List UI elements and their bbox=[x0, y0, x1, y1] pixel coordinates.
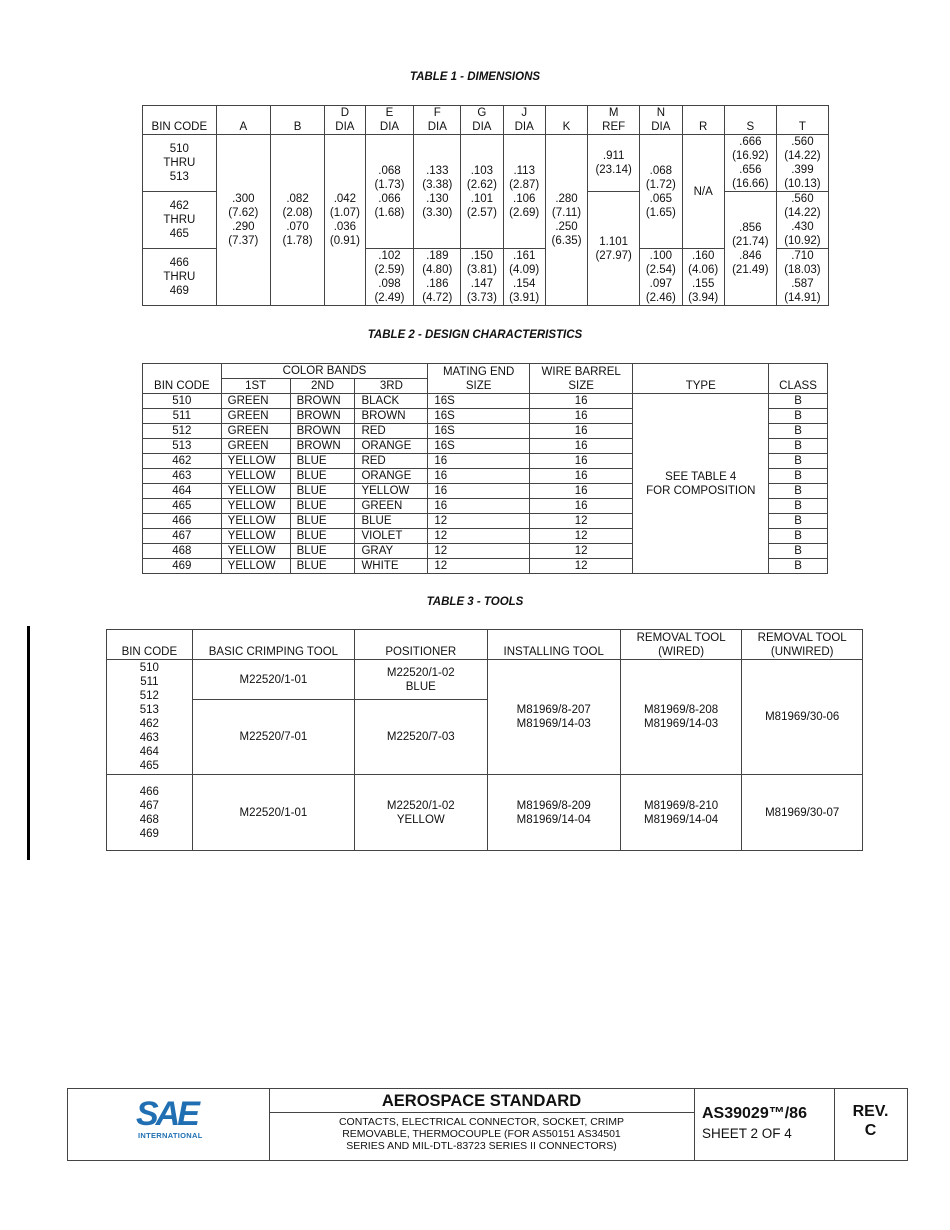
t3-header: BASIC CRIMPING TOOL bbox=[192, 630, 354, 660]
t1-d: .042 (1.07) .036 (0.91) bbox=[325, 135, 365, 306]
t2-mating-size: 12 bbox=[428, 544, 530, 559]
t2-band-2nd: BLUE bbox=[290, 514, 355, 529]
t2-band-2nd: BLUE bbox=[290, 469, 355, 484]
t2-header-mating: MATING END SIZE bbox=[428, 364, 530, 394]
t2-band-1st: GREEN bbox=[221, 424, 290, 439]
t2-bin-code: 466 bbox=[143, 514, 222, 529]
t1-header: J DIA bbox=[503, 106, 545, 135]
t1-s2: .856 (21.74) .846 (21.49) bbox=[724, 192, 776, 306]
t2-header-1st: 1ST bbox=[221, 379, 290, 394]
t2-wire-size: 16 bbox=[529, 439, 633, 454]
t2-band-3rd: BROWN bbox=[355, 409, 428, 424]
t2-wire-size: 16 bbox=[529, 394, 633, 409]
t2-class: B bbox=[769, 469, 828, 484]
t2-band-3rd: ORANGE bbox=[355, 439, 428, 454]
t2-band-3rd: BLACK bbox=[355, 394, 428, 409]
t3-header: REMOVAL TOOL (UNWIRED) bbox=[742, 630, 863, 660]
t1-e1: .068 (1.73) .066 (1.68) bbox=[365, 135, 414, 249]
t2-mating-size: 16S bbox=[428, 409, 530, 424]
tools-table bbox=[106, 629, 863, 851]
t1-r1: N/A bbox=[682, 135, 724, 249]
revision-block bbox=[834, 1089, 907, 1160]
t2-bin-code: 467 bbox=[143, 529, 222, 544]
t2-band-1st: GREEN bbox=[221, 394, 290, 409]
t2-mating-size: 12 bbox=[428, 514, 530, 529]
t3-header: INSTALLING TOOL bbox=[487, 630, 620, 660]
sae-logo bbox=[68, 1089, 270, 1160]
t1-a: .300 (7.62) .290 (7.37) bbox=[216, 135, 270, 306]
t1-j1: .113 (2.87) .106 (2.69) bbox=[503, 135, 545, 249]
t3-bins-group-1: 510 511 512 513 462 463 464 465 bbox=[107, 660, 193, 775]
document-number: AS39029™/86 bbox=[702, 1105, 807, 1122]
table2-title: TABLE 2 - DESIGN CHARACTERISTICS bbox=[367, 329, 583, 341]
t2-band-1st: YELLOW bbox=[221, 559, 290, 574]
t1-header: T bbox=[776, 106, 828, 135]
t3-crimp-1a: M22520/1-01 bbox=[192, 660, 354, 700]
t2-band-3rd: WHITE bbox=[355, 559, 428, 574]
t2-bin-code: 468 bbox=[143, 544, 222, 559]
t2-wire-size: 16 bbox=[529, 454, 633, 469]
t1-header: B bbox=[270, 106, 324, 135]
t2-header-class: CLASS bbox=[769, 364, 828, 394]
t3-wired-2: M81969/8-210 M81969/14-04 bbox=[620, 775, 742, 851]
revision-label: REV. bbox=[852, 1103, 889, 1120]
sheet-number: SHEET 2 OF 4 bbox=[702, 1126, 792, 1141]
t2-band-1st: YELLOW bbox=[221, 499, 290, 514]
t1-s1: .666 (16.92) .656 (16.66) bbox=[724, 135, 776, 192]
t2-mating-size: 16S bbox=[428, 439, 530, 454]
t2-band-2nd: BROWN bbox=[290, 394, 355, 409]
t1-t1: .560 (14.22) .399 (10.13) bbox=[776, 135, 828, 192]
t2-band-3rd: YELLOW bbox=[355, 484, 428, 499]
t2-mating-size: 12 bbox=[428, 559, 530, 574]
t2-class: B bbox=[769, 529, 828, 544]
t2-band-1st: YELLOW bbox=[221, 544, 290, 559]
t2-band-2nd: BLUE bbox=[290, 454, 355, 469]
t1-header: S bbox=[724, 106, 776, 135]
t1-bin-group: 510 THRU 513 bbox=[143, 135, 217, 192]
t3-crimp-2: M22520/1-01 bbox=[192, 775, 354, 851]
t2-band-2nd: BLUE bbox=[290, 499, 355, 514]
t1-header: F DIA bbox=[414, 106, 461, 135]
t2-mating-size: 16S bbox=[428, 424, 530, 439]
t3-unwired-1: M81969/30-06 bbox=[742, 660, 863, 775]
t2-band-3rd: BLUE bbox=[355, 514, 428, 529]
t2-bin-code: 469 bbox=[143, 559, 222, 574]
t1-f1: .133 (3.38) .130 (3.30) bbox=[414, 135, 461, 249]
t2-header-wire: WIRE BARREL SIZE bbox=[529, 364, 633, 394]
t2-wire-size: 12 bbox=[529, 514, 633, 529]
t1-j3: .161 (4.09) .154 (3.91) bbox=[503, 249, 545, 306]
t2-band-1st: YELLOW bbox=[221, 484, 290, 499]
t2-band-1st: GREEN bbox=[221, 409, 290, 424]
t2-header-2nd: 2ND bbox=[290, 379, 355, 394]
t3-bins-group-2: 466 467 468 469 bbox=[107, 775, 193, 851]
t2-band-2nd: BROWN bbox=[290, 439, 355, 454]
t1-k: .280 (7.11) .250 (6.35) bbox=[545, 135, 587, 306]
t2-bin-code: 513 bbox=[143, 439, 222, 454]
t2-header-3rd: 3RD bbox=[355, 379, 428, 394]
t1-b: .082 (2.08) .070 (1.78) bbox=[270, 135, 324, 306]
t3-positioner-1b: M22520/7-03 bbox=[355, 700, 487, 775]
t2-class: B bbox=[769, 499, 828, 514]
t3-header: POSITIONER bbox=[355, 630, 487, 660]
t2-band-2nd: BLUE bbox=[290, 544, 355, 559]
t1-t2: .560 (14.22) .430 (10.92) bbox=[776, 192, 828, 249]
title-block bbox=[67, 1088, 908, 1161]
t2-band-3rd: RED bbox=[355, 454, 428, 469]
standard-title: AEROSPACE STANDARD bbox=[269, 1089, 694, 1113]
t2-band-3rd: GRAY bbox=[355, 544, 428, 559]
t2-wire-size: 16 bbox=[529, 409, 633, 424]
revision-bar bbox=[27, 626, 30, 860]
t1-header: D DIA bbox=[325, 106, 365, 135]
dimensions-table bbox=[142, 105, 829, 306]
t2-class: B bbox=[769, 424, 828, 439]
t2-header-type: TYPE bbox=[633, 364, 769, 394]
t1-bin-group: 462 THRU 465 bbox=[143, 192, 217, 249]
t2-class: B bbox=[769, 559, 828, 574]
t3-header: BIN CODE bbox=[107, 630, 193, 660]
table3-title: TABLE 3 - TOOLS bbox=[426, 596, 524, 608]
t2-band-1st: YELLOW bbox=[221, 514, 290, 529]
t1-header: K bbox=[545, 106, 587, 135]
t2-mating-size: 16 bbox=[428, 484, 530, 499]
logo-text: SAE bbox=[136, 1095, 197, 1133]
table-row bbox=[143, 394, 828, 409]
t2-mating-size: 16 bbox=[428, 499, 530, 514]
t2-mating-size: 16 bbox=[428, 469, 530, 484]
t2-bin-code: 462 bbox=[143, 454, 222, 469]
t1-n3: .100 (2.54) .097 (2.46) bbox=[640, 249, 682, 306]
t3-positioner-1a: M22520/1-02 BLUE bbox=[355, 660, 487, 700]
t3-unwired-2: M81969/30-07 bbox=[742, 775, 863, 851]
t2-band-2nd: BROWN bbox=[290, 409, 355, 424]
t1-r3: .160 (4.06) .155 (3.94) bbox=[682, 249, 724, 306]
document-block bbox=[694, 1089, 835, 1160]
t2-wire-size: 16 bbox=[529, 499, 633, 514]
t2-bin-code: 465 bbox=[143, 499, 222, 514]
standard-description: CONTACTS, ELECTRICAL CONNECTOR, SOCKET, CRIMP REMOVABLE, THERMOCOUPLE (FOR AS50151 AS34501 SERIES AND MIL-DTL-83723 SERIES II CONNECTORS) bbox=[338, 1116, 625, 1152]
t2-wire-size: 16 bbox=[529, 484, 633, 499]
t2-band-1st: YELLOW bbox=[221, 454, 290, 469]
t2-bin-code: 464 bbox=[143, 484, 222, 499]
t2-band-3rd: ORANGE bbox=[355, 469, 428, 484]
t1-g1: .103 (2.62) .101 (2.57) bbox=[461, 135, 503, 249]
t2-class: B bbox=[769, 484, 828, 499]
t2-wire-size: 12 bbox=[529, 559, 633, 574]
revision-value: C bbox=[864, 1122, 877, 1139]
t1-e3: .102 (2.59) .098 (2.49) bbox=[365, 249, 414, 306]
t2-band-2nd: BLUE bbox=[290, 529, 355, 544]
t2-bin-code: 510 bbox=[143, 394, 222, 409]
logo-subtext: INTERNATIONAL bbox=[138, 1131, 203, 1140]
t3-header: REMOVAL TOOL (WIRED) bbox=[620, 630, 742, 660]
t3-install-2: M81969/8-209 M81969/14-04 bbox=[487, 775, 620, 851]
t2-header-color: COLOR BANDS bbox=[221, 364, 428, 379]
t2-band-2nd: BROWN bbox=[290, 424, 355, 439]
t2-bin-code: 463 bbox=[143, 469, 222, 484]
t2-band-3rd: RED bbox=[355, 424, 428, 439]
t1-n1: .068 (1.72) .065 (1.65) bbox=[640, 135, 682, 249]
t2-class: B bbox=[769, 439, 828, 454]
t2-type-note: SEE TABLE 4 FOR COMPOSITION bbox=[633, 394, 769, 574]
t2-class: B bbox=[769, 394, 828, 409]
t2-wire-size: 16 bbox=[529, 469, 633, 484]
t1-t3: .710 (18.03) .587 (14.91) bbox=[776, 249, 828, 306]
t3-install-1: M81969/8-207 M81969/14-03 bbox=[487, 660, 620, 775]
t1-f3: .189 (4.80) .186 (4.72) bbox=[414, 249, 461, 306]
t2-mating-size: 16S bbox=[428, 394, 530, 409]
t2-class: B bbox=[769, 409, 828, 424]
standard-block bbox=[269, 1089, 695, 1160]
t1-m2: 1.101 (27.97) bbox=[588, 192, 640, 306]
t2-class: B bbox=[769, 514, 828, 529]
t1-header: G DIA bbox=[461, 106, 503, 135]
t2-class: B bbox=[769, 544, 828, 559]
t2-band-1st: YELLOW bbox=[221, 469, 290, 484]
t2-band-3rd: VIOLET bbox=[355, 529, 428, 544]
t1-bin-group: 466 THRU 469 bbox=[143, 249, 217, 306]
t3-crimp-1b: M22520/7-01 bbox=[192, 700, 354, 775]
t2-wire-size: 12 bbox=[529, 529, 633, 544]
t2-wire-size: 16 bbox=[529, 424, 633, 439]
t1-header: N DIA bbox=[640, 106, 682, 135]
design-characteristics-table bbox=[142, 363, 828, 574]
t3-wired-1: M81969/8-208 M81969/14-03 bbox=[620, 660, 742, 775]
t2-band-1st: GREEN bbox=[221, 439, 290, 454]
t2-band-2nd: BLUE bbox=[290, 484, 355, 499]
t3-positioner-2: M22520/1-02 YELLOW bbox=[355, 775, 487, 851]
t2-header-bin: BIN CODE bbox=[143, 364, 222, 394]
t1-header: BIN CODE bbox=[143, 106, 217, 135]
t2-bin-code: 512 bbox=[143, 424, 222, 439]
t2-mating-size: 12 bbox=[428, 529, 530, 544]
t1-header: E DIA bbox=[365, 106, 414, 135]
t2-bin-code: 511 bbox=[143, 409, 222, 424]
t2-mating-size: 16 bbox=[428, 454, 530, 469]
t2-band-2nd: BLUE bbox=[290, 559, 355, 574]
t2-class: B bbox=[769, 454, 828, 469]
t2-band-3rd: GREEN bbox=[355, 499, 428, 514]
t1-g3: .150 (3.81) .147 (3.73) bbox=[461, 249, 503, 306]
t1-header: R bbox=[682, 106, 724, 135]
t2-wire-size: 12 bbox=[529, 544, 633, 559]
t2-band-1st: YELLOW bbox=[221, 529, 290, 544]
t1-m1: .911 (23.14) bbox=[588, 135, 640, 192]
t1-header: M REF bbox=[588, 106, 640, 135]
table1-title: TABLE 1 - DIMENSIONS bbox=[409, 71, 541, 83]
t1-header: A bbox=[216, 106, 270, 135]
